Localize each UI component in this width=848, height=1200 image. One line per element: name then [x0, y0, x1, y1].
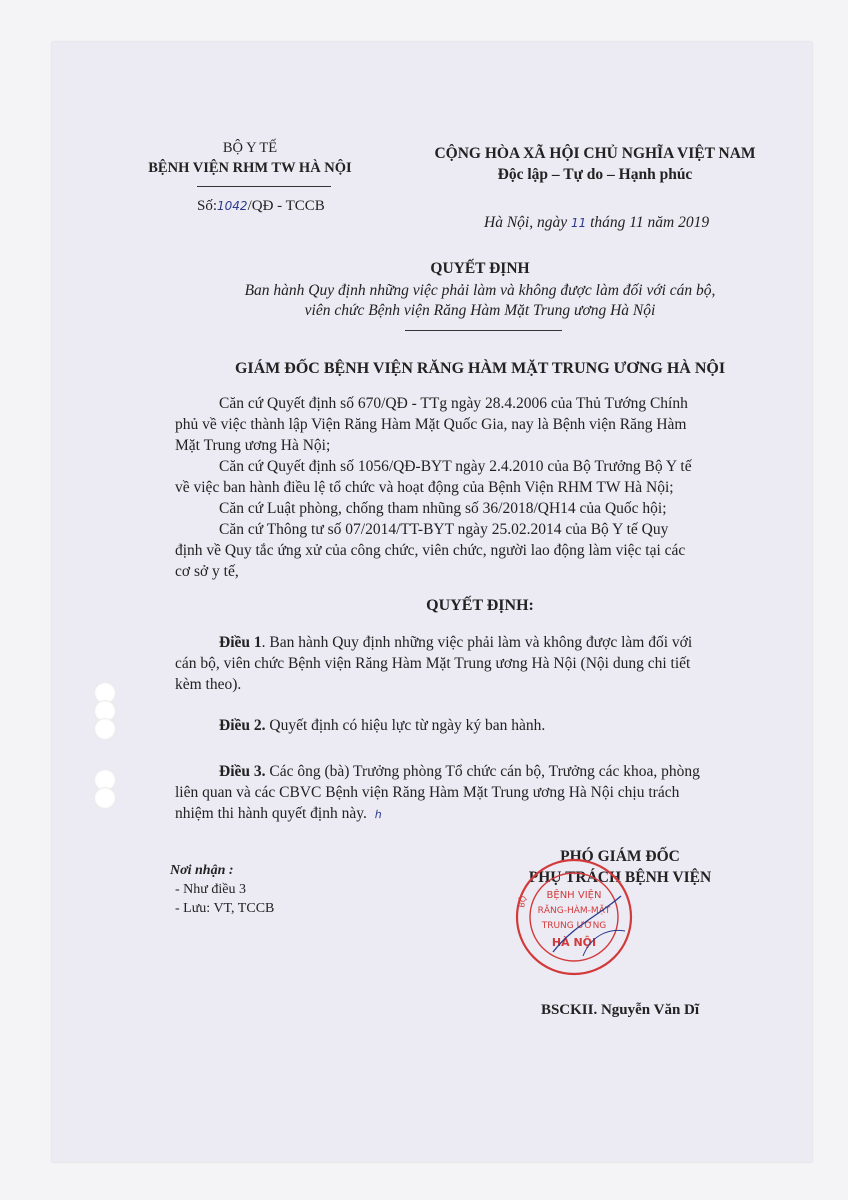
signer-title-2: PHỤ TRÁCH BỆNH VIỆN: [528, 869, 712, 886]
basis-line-first: Căn cứ Quyết định số 1056/QĐ-BYT ngày 2.4.2010 của Bộ Trưởng Bộ Y tế: [219, 458, 692, 475]
punch-hole: [94, 787, 116, 809]
title-rule: [405, 330, 562, 331]
hospital-name: BỆNH VIỆN RHM TW HÀ NỘI: [148, 160, 352, 176]
basis-line: định về Quy tắc ứng xử của công chức, viên chức, người lao động làm việc tại các: [175, 542, 686, 559]
recipients-heading: Nơi nhận :: [170, 863, 234, 878]
date-day-handwritten: 11: [570, 216, 587, 230]
number-prefix: Số:: [197, 198, 218, 214]
document-number: [197, 198, 325, 215]
article-text: Quyết định có hiệu lực từ ngày ký ban hành.: [269, 717, 546, 734]
article-3: [175, 761, 785, 825]
date-prefix: Hà Nội, ngày: [484, 214, 571, 231]
republic-name: CỘNG HÒA XÃ HỘI CHỦ NGHĨA VIỆT NAM: [434, 145, 756, 162]
article-2: [175, 715, 785, 736]
basis-line: cơ sở y tế,: [175, 563, 239, 580]
date-suffix: tháng 11 năm 2019: [586, 214, 710, 231]
signer-name: BSCKII. Nguyễn Văn Dĩ: [540, 1002, 700, 1018]
article-line: cán bộ, viên chức Bệnh viện Răng Hàm Mặt Trung ương Hà Nội (Nội dung chi tiết: [175, 655, 691, 672]
title-subtitle-line1: Ban hành Quy định những việc phải làm và không được làm đối với cán bộ,: [244, 282, 716, 299]
legal-bases: [175, 393, 785, 582]
punch-hole: [94, 718, 116, 740]
title-subtitle-line2: viên chức Bệnh viện Răng Hàm Mặt Trung ương Hà Nội: [304, 302, 656, 319]
header-left-rule: [197, 186, 331, 187]
seal-text-1: BỆNH VIỆN: [546, 890, 602, 901]
number-handwritten: 1042: [217, 199, 248, 213]
seal-text-3: TRUNG ƯƠNG: [541, 921, 607, 931]
article-line-first: [175, 632, 785, 653]
article-line-first: [175, 761, 785, 782]
article-line: liên quan và các CBVC Bệnh viện Răng Hàm Mặt Trung ương Hà Nội chịu trách: [175, 784, 680, 801]
seal-side-text: BỘ: [517, 895, 529, 909]
article-label: Điều 3.: [219, 763, 266, 780]
article-line: [175, 803, 785, 825]
signer-title: PHÓ GIÁM ĐỐC: [560, 848, 680, 865]
ministry-name: BỘ Y TẾ: [222, 140, 278, 156]
national-motto: Độc lập – Tự do – Hạnh phúc: [497, 166, 693, 183]
basis-line: phủ về việc thành lập Viện Răng Hàm Mặt Quốc Gia, nay là Bệnh viện Răng Hàm: [175, 416, 687, 433]
article-label: Điều 2.: [219, 717, 266, 734]
hospital-seal: [513, 856, 635, 978]
seal-text-2: RĂNG-HÀM-MẶT: [537, 906, 611, 916]
seal-text-4: HÀ NỘI: [551, 936, 597, 949]
basis-item: [175, 498, 785, 519]
issuing-authority: GIÁM ĐỐC BỆNH VIỆN RĂNG HÀM MẶT TRUNG ƯƠNG HÀ NỘI: [234, 360, 726, 377]
initials-mark: ℎ: [374, 808, 382, 821]
number-suffix: /QĐ - TCCB: [247, 198, 325, 214]
basis-line-first: Căn cứ Luật phòng, chống tham nhũng số 36/2018/QH14 của Quốc hội;: [219, 500, 667, 517]
article-text: nhiệm thi hành quyết định này.: [175, 805, 367, 822]
basis-line-first: Căn cứ Quyết định số 670/QĐ - TTg ngày 28.4.2006 của Thủ Tướng Chính: [219, 395, 688, 412]
article-sep: .: [261, 634, 270, 651]
article-1: [175, 632, 785, 695]
basis-item: [175, 456, 785, 498]
article-label: Điều 1: [219, 634, 262, 651]
article-text: Các ông (bà) Trưởng phòng Tổ chức cán bộ, Trưởng các khoa, phòng: [269, 763, 700, 780]
recipient-item: - Lưu: VT, TCCB: [175, 901, 275, 916]
basis-line: Mặt Trung ương Hà Nội;: [175, 437, 331, 454]
decision-heading: QUYẾT ĐỊNH:: [426, 597, 534, 614]
recipient-item: - Như điều 3: [175, 882, 246, 897]
basis-item: [175, 393, 785, 456]
basis-line: về việc ban hành điều lệ tổ chức và hoạt động của Bệnh Viện RHM TW Hà Nội;: [175, 479, 674, 496]
basis-line-first: Căn cứ Thông tư số 07/2014/TT-BYT ngày 25.02.2014 của Bộ Y tế Quy: [219, 521, 669, 538]
article-text: Ban hành Quy định những việc phải làm và không được làm đối với: [269, 634, 693, 651]
document-title: QUYẾT ĐỊNH: [430, 260, 530, 277]
article-line: kèm theo).: [175, 676, 242, 693]
document-date: [484, 214, 709, 232]
basis-item: [175, 519, 785, 582]
article-line-first: [175, 715, 785, 736]
